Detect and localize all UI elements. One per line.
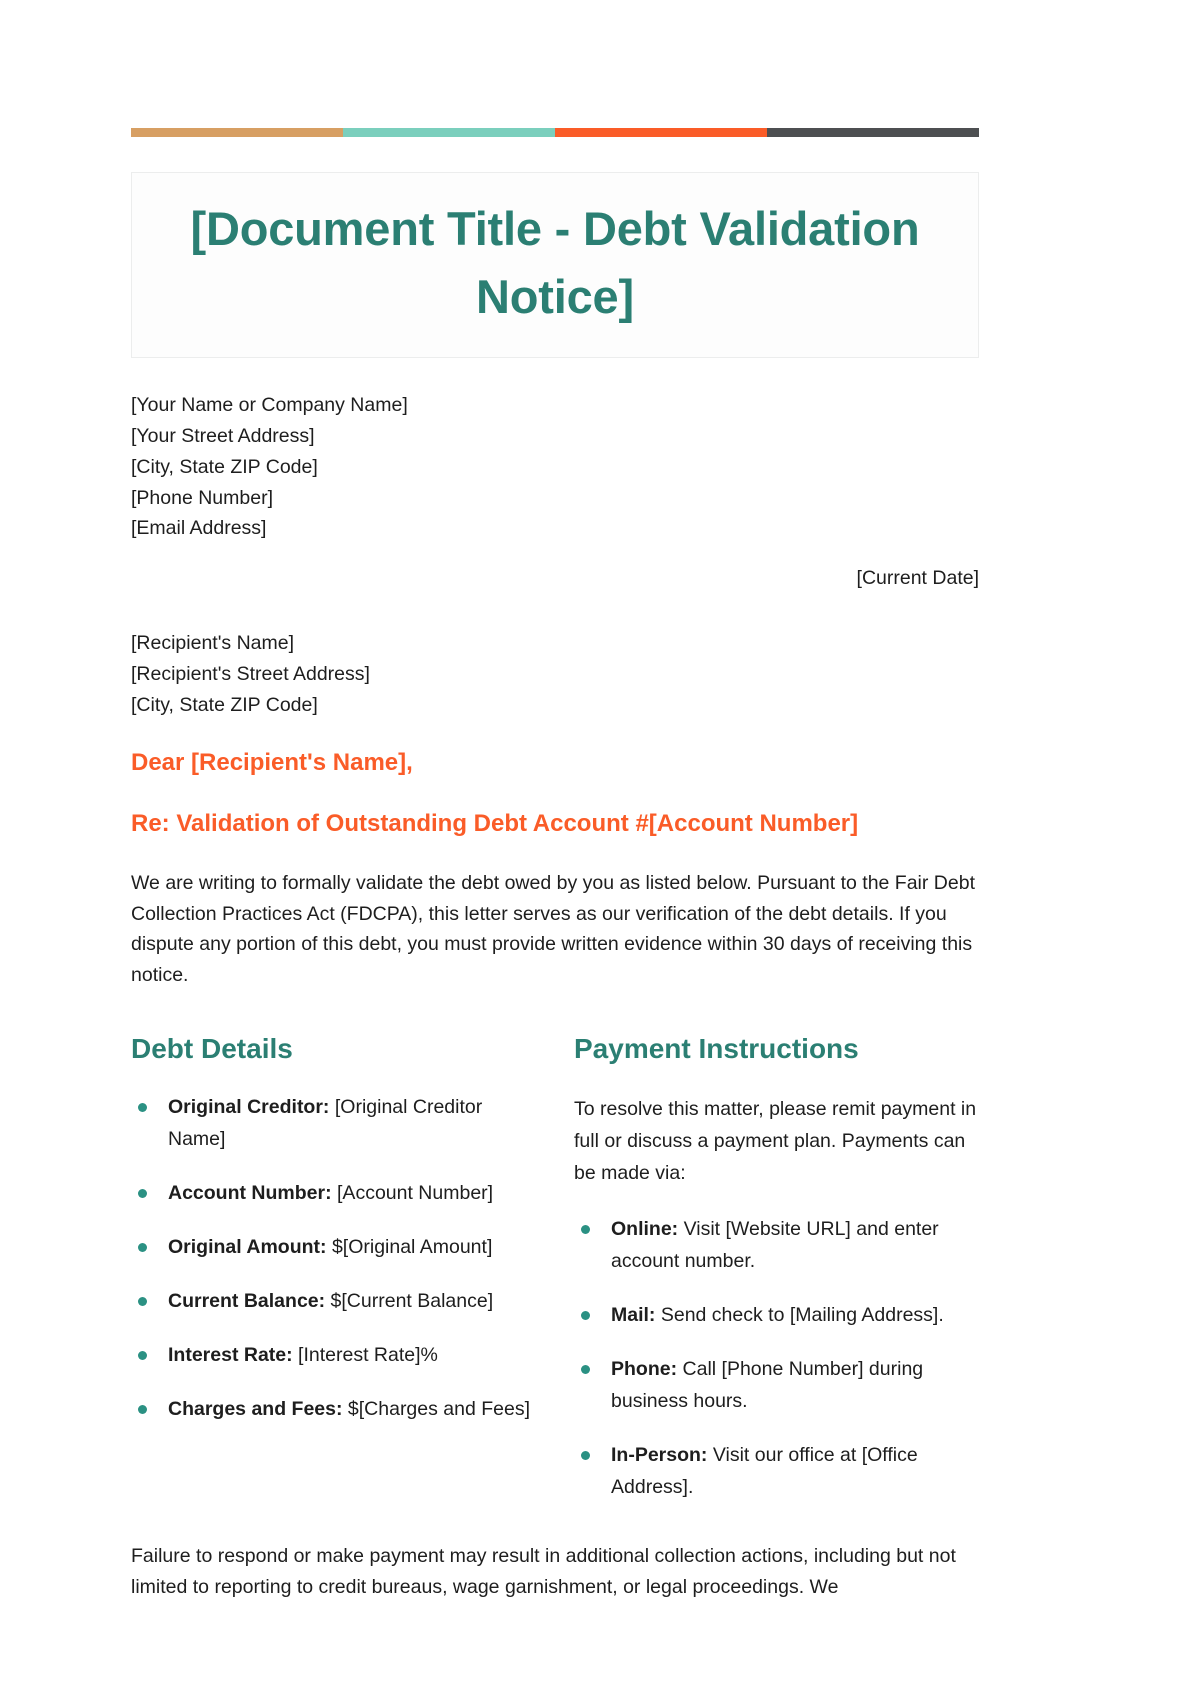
decorative-color-bar — [131, 128, 979, 137]
recipient-line-city: [City, State ZIP Code] — [131, 693, 318, 716]
bullet-dot-icon — [138, 1103, 147, 1112]
debt-details-list — [131, 1091, 536, 1425]
payment-instructions-intro: To resolve this matter, please remit payment in full or discuss a payment plan. Payments can be made via: — [574, 1098, 977, 1185]
list-item — [574, 1439, 979, 1503]
recipient-line-name: [Recipient's Name] — [131, 632, 295, 655]
list-item-label: Mail: — [611, 1304, 656, 1327]
list-item — [131, 1393, 536, 1425]
list-item — [131, 1177, 536, 1209]
list-item-value: [Original Creditor Name] — [168, 1096, 483, 1151]
list-item-label: Current Balance: — [168, 1290, 326, 1313]
debt-details-column — [131, 1031, 536, 1503]
sender-address-block — [131, 390, 979, 544]
two-column-section — [131, 1031, 979, 1503]
color-bar-segment-orange — [555, 128, 767, 137]
page-title: [Document Title - Debt Validation Notice] — [190, 202, 920, 324]
list-item-value: Visit [Website URL] and enter account number. — [611, 1218, 939, 1273]
payment-instructions-column — [574, 1031, 979, 1503]
sender-line-email: [Email Address] — [131, 517, 267, 540]
list-item — [574, 1299, 979, 1331]
bullet-dot-icon — [581, 1365, 590, 1374]
list-item — [131, 1339, 536, 1371]
title-card — [131, 172, 979, 358]
payment-instructions-list — [574, 1213, 979, 1503]
bullet-dot-icon — [581, 1451, 590, 1460]
list-item — [131, 1285, 536, 1317]
payment-instructions-heading: Payment Instructions — [574, 1033, 859, 1065]
bullet-dot-icon — [581, 1225, 590, 1234]
list-item — [131, 1091, 536, 1155]
bullet-dot-icon — [138, 1405, 147, 1414]
recipient-line-street: [Recipient's Street Address] — [131, 662, 370, 685]
list-item-label: Online: — [611, 1218, 679, 1241]
list-item-label: In-Person: — [611, 1444, 708, 1467]
bullet-dot-icon — [138, 1243, 147, 1252]
list-item-label: Phone: — [611, 1358, 678, 1381]
bullet-dot-icon — [138, 1189, 147, 1198]
list-item-label: Interest Rate: — [168, 1344, 293, 1367]
list-item — [574, 1213, 979, 1277]
list-item — [131, 1231, 536, 1263]
salutation: Dear [Recipient's Name], — [131, 749, 413, 777]
sender-line-street: [Your Street Address] — [131, 425, 315, 448]
list-item-value: $[Original Amount] — [331, 1236, 493, 1259]
closing-paragraph: Failure to respond or make payment may result in additional collection actions, including but not limited to reporting to credit bureaus, wage garnishment, or legal proceedings. We — [131, 1545, 956, 1599]
document-content — [131, 0, 979, 1603]
color-bar-segment-tan — [131, 128, 343, 137]
debt-details-heading: Debt Details — [131, 1033, 293, 1065]
subject-line: Re: Validation of Outstanding Debt Account #[Account Number] — [131, 809, 859, 837]
bullet-dot-icon — [138, 1351, 147, 1360]
intro-paragraph: We are writing to formally validate the debt owed by you as listed below. Pursuant to the Fair Debt Collection Practices Act (FDCPA), this letter serves as our verification of the debt details. If you dispute any portion of this debt, you must provide written evidence within 30 days of receiving this notice. — [131, 871, 975, 987]
list-item-label: Original Amount: — [168, 1236, 327, 1259]
list-item-value: $[Charges and Fees] — [347, 1398, 531, 1421]
sender-line-city: [City, State ZIP Code] — [131, 455, 318, 478]
list-item-value: Send check to [Mailing Address]. — [660, 1304, 944, 1327]
document-date: [Current Date] — [856, 567, 979, 590]
list-item-value: $[Current Balance] — [330, 1290, 494, 1313]
sender-line-phone: [Phone Number] — [131, 486, 273, 509]
list-item-label: Account Number: — [168, 1182, 332, 1205]
list-item-value: Visit our office at [Office Address]. — [611, 1444, 918, 1499]
bullet-dot-icon — [138, 1297, 147, 1306]
list-item-label: Original Creditor: — [168, 1096, 330, 1119]
bullet-dot-icon — [581, 1311, 590, 1320]
color-bar-segment-dark — [767, 128, 979, 137]
recipient-address-block — [131, 628, 979, 720]
list-item-label: Charges and Fees: — [168, 1398, 343, 1421]
list-item-value: [Account Number] — [337, 1182, 494, 1205]
sender-line-name: [Your Name or Company Name] — [131, 394, 408, 417]
list-item-value: [Interest Rate]% — [298, 1344, 438, 1367]
list-item — [574, 1353, 979, 1417]
list-item-value: Call [Phone Number] during business hours. — [611, 1358, 924, 1413]
color-bar-segment-mint — [343, 128, 555, 137]
